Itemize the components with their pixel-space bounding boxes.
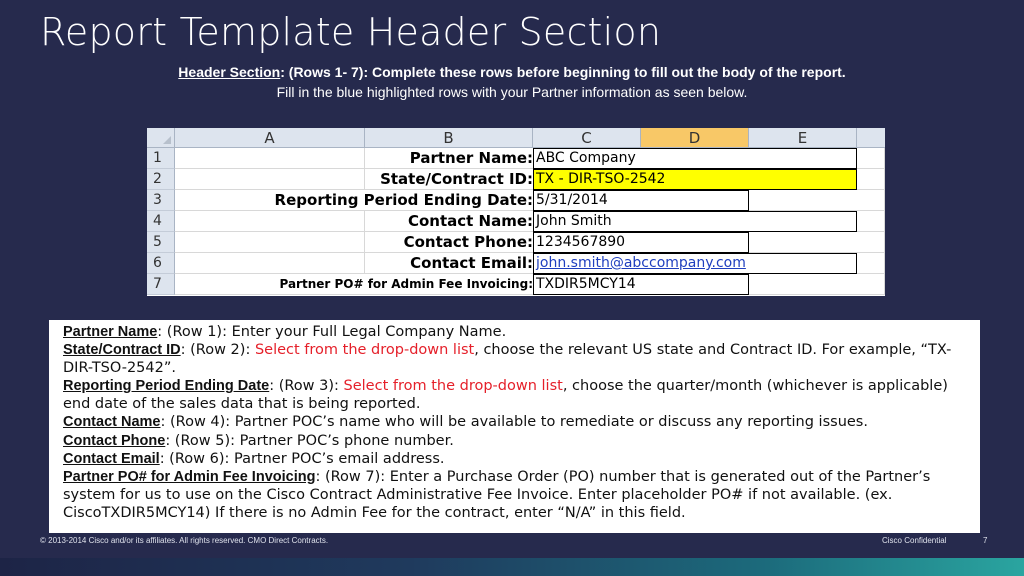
contact-name-value[interactable]: John Smith <box>533 211 857 232</box>
bottom-gradient-bar <box>0 558 1024 576</box>
subtitle-key: Header Section <box>178 64 281 80</box>
page-number: 7 <box>983 536 988 545</box>
slide-title: Report Template Header Section <box>40 10 662 54</box>
row-header-6[interactable]: 6 <box>147 253 175 274</box>
instructions-box <box>49 320 980 533</box>
contact-name-label[interactable]: Contact Name: <box>365 211 533 232</box>
cell-e5[interactable] <box>749 232 885 253</box>
row-header-3[interactable]: 3 <box>147 190 175 211</box>
cell-f1[interactable] <box>857 148 885 169</box>
row-header-2[interactable]: 2 <box>147 169 175 190</box>
spreadsheet <box>147 128 885 296</box>
partner-po-label[interactable]: Partner PO# for Admin Fee Invoicing: <box>175 274 533 295</box>
cell-e7[interactable] <box>749 274 885 295</box>
column-header-c[interactable]: C <box>533 128 641 148</box>
row-header-1[interactable]: 1 <box>147 148 175 169</box>
column-header-a[interactable]: A <box>175 128 365 148</box>
instruction-partner-po: Partner PO# for Admin Fee Invoicing: (Row 7): Enter a Purchase Order (PO) number that is generated out of the Partner’s system for us to use on the Cisco Contract Administrative Fee Invoice. Enter placeholder PO# if not available. (ex. CiscoTXDIR5MCY14) If there is no Admin Fee for the contract, enter “N/A” in this field. <box>63 468 931 521</box>
contact-email-value[interactable]: john.smith@abccompany.com <box>533 253 857 274</box>
cell-e3[interactable] <box>749 190 885 211</box>
partner-name-value[interactable]: ABC Company <box>533 148 857 169</box>
reporting-period-value[interactable]: 5/31/2014 <box>533 190 749 211</box>
copyright-footer: © 2013-2014 Cisco and/or its affiliates. All rights reserved. CMO Direct Contracts. <box>40 536 329 545</box>
instruction-reporting-period: Reporting Period Ending Date: (Row 3): Select from the drop-down list, choose the quarter/month (whichever is applicable) end date of the sales data that is being reported. <box>63 378 948 413</box>
contact-email-label[interactable]: Contact Email: <box>365 253 533 274</box>
cell-a1[interactable] <box>175 148 365 169</box>
column-header-f[interactable] <box>857 128 885 148</box>
row-header-4[interactable]: 4 <box>147 211 175 232</box>
cell-f6[interactable] <box>857 253 885 274</box>
cell-a5[interactable] <box>175 232 365 253</box>
state-contract-value[interactable]: TX - DIR-TSO-2542 <box>533 169 857 190</box>
column-header-b[interactable]: B <box>365 128 533 148</box>
reporting-period-label[interactable]: Reporting Period Ending Date: <box>175 190 533 211</box>
row-header-7[interactable]: 7 <box>147 274 175 295</box>
slide-subtitle-line2: Fill in the blue highlighted rows with your Partner information as seen below. <box>276 84 748 100</box>
select-all-corner[interactable] <box>147 128 175 148</box>
cell-a2[interactable] <box>175 169 365 190</box>
cell-a6[interactable] <box>175 253 365 274</box>
column-header-d[interactable]: D <box>641 128 749 148</box>
confidential-label: Cisco Confidential <box>882 536 947 545</box>
contact-phone-value[interactable]: 1234567890 <box>533 232 749 253</box>
partner-po-value[interactable]: TXDIR5MCY14 <box>533 274 749 295</box>
slide-subtitle <box>0 64 1024 80</box>
row-header-5[interactable]: 5 <box>147 232 175 253</box>
cell-f4[interactable] <box>857 211 885 232</box>
column-header-e[interactable]: E <box>749 128 857 148</box>
state-contract-label[interactable]: State/Contract ID: <box>365 169 533 190</box>
partner-name-label[interactable]: Partner Name: <box>365 148 533 169</box>
cell-f2[interactable] <box>857 169 885 190</box>
contact-phone-label[interactable]: Contact Phone: <box>365 232 533 253</box>
instruction-partner-name: Partner Name: (Row 1): Enter your Full Legal Company Name. <box>63 324 507 340</box>
instruction-contact-phone: Contact Phone: (Row 5): Partner POC’s phone number. <box>63 432 454 449</box>
cell-a4[interactable] <box>175 211 365 232</box>
instruction-state-contract: State/Contract ID: (Row 2): Select from the drop-down list, choose the relevant US state and Contract ID. For example, “TX-DIR-TSO-2542”. <box>63 342 952 377</box>
subtitle-rest: : (Rows 1- 7): Complete these rows before beginning to fill out the body of the report. <box>280 64 846 80</box>
instruction-contact-name: Contact Name: (Row 4): Partner POC’s name who will be available to remediate or discuss any reporting issues. <box>63 414 868 431</box>
instruction-contact-email: Contact Email: (Row 6): Partner POC’s email address. <box>63 450 445 467</box>
